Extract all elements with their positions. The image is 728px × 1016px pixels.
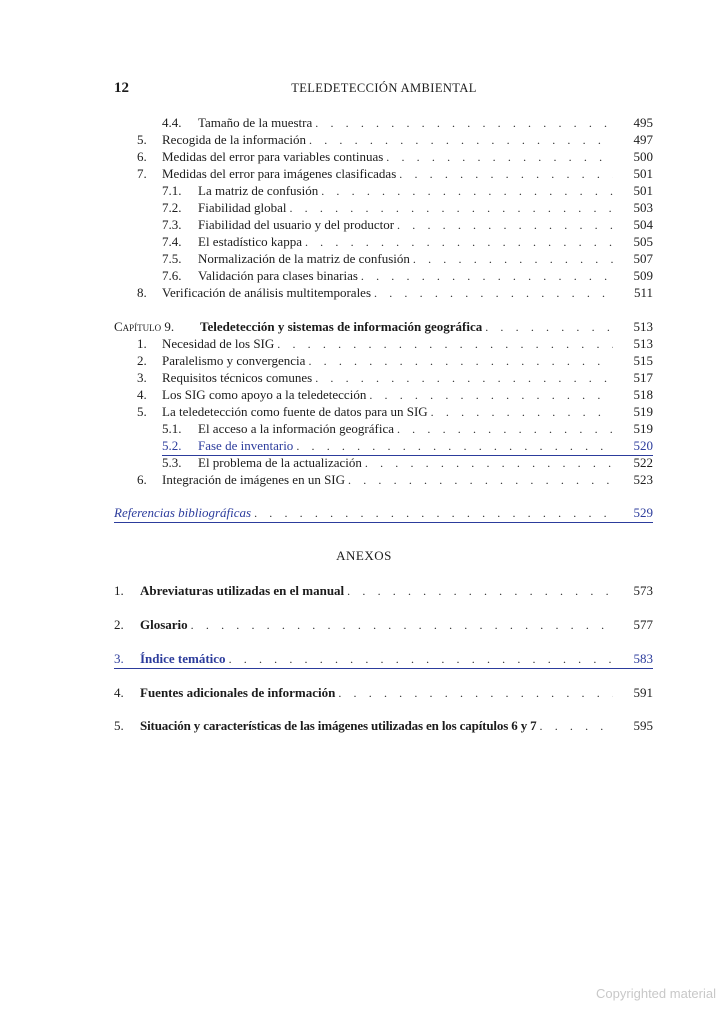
- toc-entry: [162, 234, 653, 251]
- leader-dots: [431, 405, 613, 420]
- entry-page: 519: [633, 404, 653, 419]
- entry-number: 3.: [137, 370, 147, 385]
- leader-dots: [289, 201, 613, 216]
- leader-dots: [397, 218, 613, 233]
- leader-dots: [361, 269, 613, 284]
- entry-number: 4.4.: [162, 115, 182, 130]
- leader-dots: [348, 473, 613, 488]
- entry-title: Verificación de análisis multitemporales: [162, 285, 372, 300]
- entry-page: 513: [633, 319, 653, 334]
- toc-entry: [137, 166, 653, 183]
- entry-number: 5.: [137, 404, 147, 419]
- entry-page: 504: [633, 217, 653, 232]
- entry-title: Normalización de la matriz de confusión: [198, 251, 410, 266]
- toc-entry: [162, 421, 653, 438]
- entry-page: 507: [633, 251, 653, 266]
- entry-title: Validación para clases binarias: [198, 268, 358, 283]
- entry-number: 8.: [137, 285, 147, 300]
- annex-heading: ANEXOS: [336, 548, 392, 563]
- entry-title: Glosario: [140, 617, 188, 632]
- entry-page: 503: [633, 200, 653, 215]
- entry-page: 529: [633, 505, 653, 520]
- toc-entry: [162, 268, 653, 285]
- toc-entry: [137, 387, 653, 404]
- leader-dots: [386, 150, 613, 165]
- entry-title: Fuentes adicionales de información: [140, 685, 336, 700]
- entry-title: Abreviaturas utilizadas en el manual: [140, 583, 345, 598]
- entry-title: Índice temático: [140, 651, 226, 666]
- leader-dots: [296, 439, 613, 454]
- entry-title: La teledetección como fuente de datos para un SIG: [162, 404, 428, 419]
- entry-page: 523: [633, 472, 653, 487]
- toc-link-referencias[interactable]: [114, 505, 653, 523]
- entry-title: Fiabilidad global: [198, 200, 287, 215]
- running-title: TELEDETECCIÓN AMBIENTAL: [291, 81, 477, 95]
- entry-page: 505: [633, 234, 653, 249]
- leader-dots: [191, 618, 613, 633]
- entry-page: 500: [633, 149, 653, 164]
- toc-entry: [137, 285, 653, 302]
- entry-number: 7.2.: [162, 200, 182, 215]
- entry-title: Medidas del error para imágenes clasificadas: [162, 166, 397, 181]
- entry-title: Tamaño de la muestra: [198, 115, 313, 130]
- leader-dots: [347, 584, 613, 599]
- entry-number: 5.: [114, 718, 124, 733]
- entry-number: 4.: [137, 387, 147, 402]
- chapter-title: Teledetección y sistemas de información geográfica: [200, 319, 483, 334]
- entry-title: Fiabilidad del usuario y del productor: [198, 217, 395, 232]
- entry-number: 5.1.: [162, 421, 182, 436]
- entry-page: 595: [633, 718, 653, 733]
- leader-dots: [229, 652, 613, 667]
- toc-entry: [162, 115, 653, 132]
- annex-entry: [114, 617, 653, 634]
- entry-title: El acceso a la información geográfica: [198, 421, 394, 436]
- leader-dots: [308, 354, 613, 369]
- toc-entry: [137, 472, 653, 489]
- entry-number: 4.: [114, 685, 124, 700]
- entry-number: 5.: [137, 132, 147, 147]
- entry-title: Situación y características de las imágenes utilizadas en los capítulos 6 y 7: [140, 718, 537, 733]
- entry-page: 511: [633, 285, 653, 300]
- entry-number: 1.: [137, 336, 147, 351]
- toc-entry: [162, 200, 653, 217]
- entry-number: 5.2.: [162, 438, 182, 453]
- entry-page: 573: [633, 583, 653, 598]
- toc-entry: [162, 455, 653, 472]
- entry-title: Referencias bibliográficas: [114, 505, 252, 520]
- toc-entry: [162, 183, 653, 200]
- entry-number: 7.: [137, 166, 147, 181]
- leader-dots: [485, 320, 613, 335]
- entry-number: 6.: [137, 149, 147, 164]
- toc-entry: [162, 251, 653, 268]
- chapter-entry: [114, 319, 653, 336]
- leader-dots: [321, 184, 613, 199]
- entry-title: Medidas del error para variables continuas: [162, 149, 384, 164]
- entry-page: 517: [633, 370, 653, 385]
- toc-entry: [137, 370, 653, 387]
- annex-link-indice-tematico[interactable]: [114, 651, 653, 669]
- toc-entry: [137, 149, 653, 166]
- annex-entry: [114, 718, 653, 735]
- entry-title: El problema de la actualización: [198, 455, 362, 470]
- entry-page: 509: [633, 268, 653, 283]
- entry-page: 520: [633, 438, 653, 453]
- entry-title: El estadístico kappa: [198, 234, 302, 249]
- entry-title: Requisitos técnicos comunes: [162, 370, 313, 385]
- entry-number: 6.: [137, 472, 147, 487]
- leader-dots: [305, 235, 613, 250]
- entry-page: 501: [633, 166, 653, 181]
- leader-dots: [374, 286, 613, 301]
- chapter-number: Capítulo 9.: [114, 319, 175, 334]
- annex-entry: [114, 685, 653, 702]
- entry-title: Paralelismo y convergencia: [162, 353, 306, 368]
- entry-title: Necesidad de los SIG: [162, 336, 275, 351]
- entry-page: 522: [633, 455, 653, 470]
- leader-dots: [315, 371, 613, 386]
- entry-page: 495: [633, 115, 653, 130]
- entry-number: 7.5.: [162, 251, 182, 266]
- entry-title: Recogida de la información: [162, 132, 307, 147]
- leader-dots: [399, 167, 613, 182]
- entry-page: 513: [633, 336, 653, 351]
- entry-title: Fase de inventario: [198, 438, 294, 453]
- leader-dots: [277, 337, 613, 352]
- entry-number: 7.4.: [162, 234, 182, 249]
- entry-number: 7.6.: [162, 268, 182, 283]
- leader-dots: [309, 133, 613, 148]
- leader-dots: [254, 506, 613, 521]
- entry-number: 7.1.: [162, 183, 182, 198]
- toc-link-fase-de-inventario[interactable]: [162, 438, 653, 456]
- entry-title: La matriz de confusión: [198, 183, 319, 198]
- leader-dots: [315, 116, 613, 131]
- copyright-watermark: Copyrighted material: [596, 986, 716, 1001]
- entry-number: 7.3.: [162, 217, 182, 232]
- toc-entry: [137, 353, 653, 370]
- entry-title: Los SIG como apoyo a la teledetección: [162, 387, 367, 402]
- leader-dots: [338, 686, 613, 701]
- annex-entry: [114, 583, 653, 600]
- entry-page: 501: [633, 183, 653, 198]
- toc-entry: [162, 217, 653, 234]
- leader-dots: [369, 388, 613, 403]
- entry-number: 3.: [114, 651, 124, 666]
- entry-number: 2.: [137, 353, 147, 368]
- toc-entry: [137, 132, 653, 149]
- entry-number: 2.: [114, 617, 124, 632]
- leader-dots: [365, 456, 613, 471]
- entry-page: 515: [633, 353, 653, 368]
- toc-entry: [137, 404, 653, 421]
- page-number: 12: [114, 80, 129, 96]
- entry-number: 1.: [114, 583, 124, 598]
- entry-page: 497: [633, 132, 653, 147]
- leader-dots: [397, 422, 613, 437]
- entry-page: 577: [633, 617, 653, 632]
- entry-page: 583: [633, 651, 653, 666]
- entry-number: 5.3.: [162, 455, 182, 470]
- leader-dots: [413, 252, 613, 267]
- entry-title: Integración de imágenes en un SIG: [162, 472, 346, 487]
- entry-page: 591: [633, 685, 653, 700]
- toc-entry: [137, 336, 653, 353]
- entry-page: 518: [633, 387, 653, 402]
- entry-page: 519: [633, 421, 653, 436]
- leader-dots: [540, 719, 614, 734]
